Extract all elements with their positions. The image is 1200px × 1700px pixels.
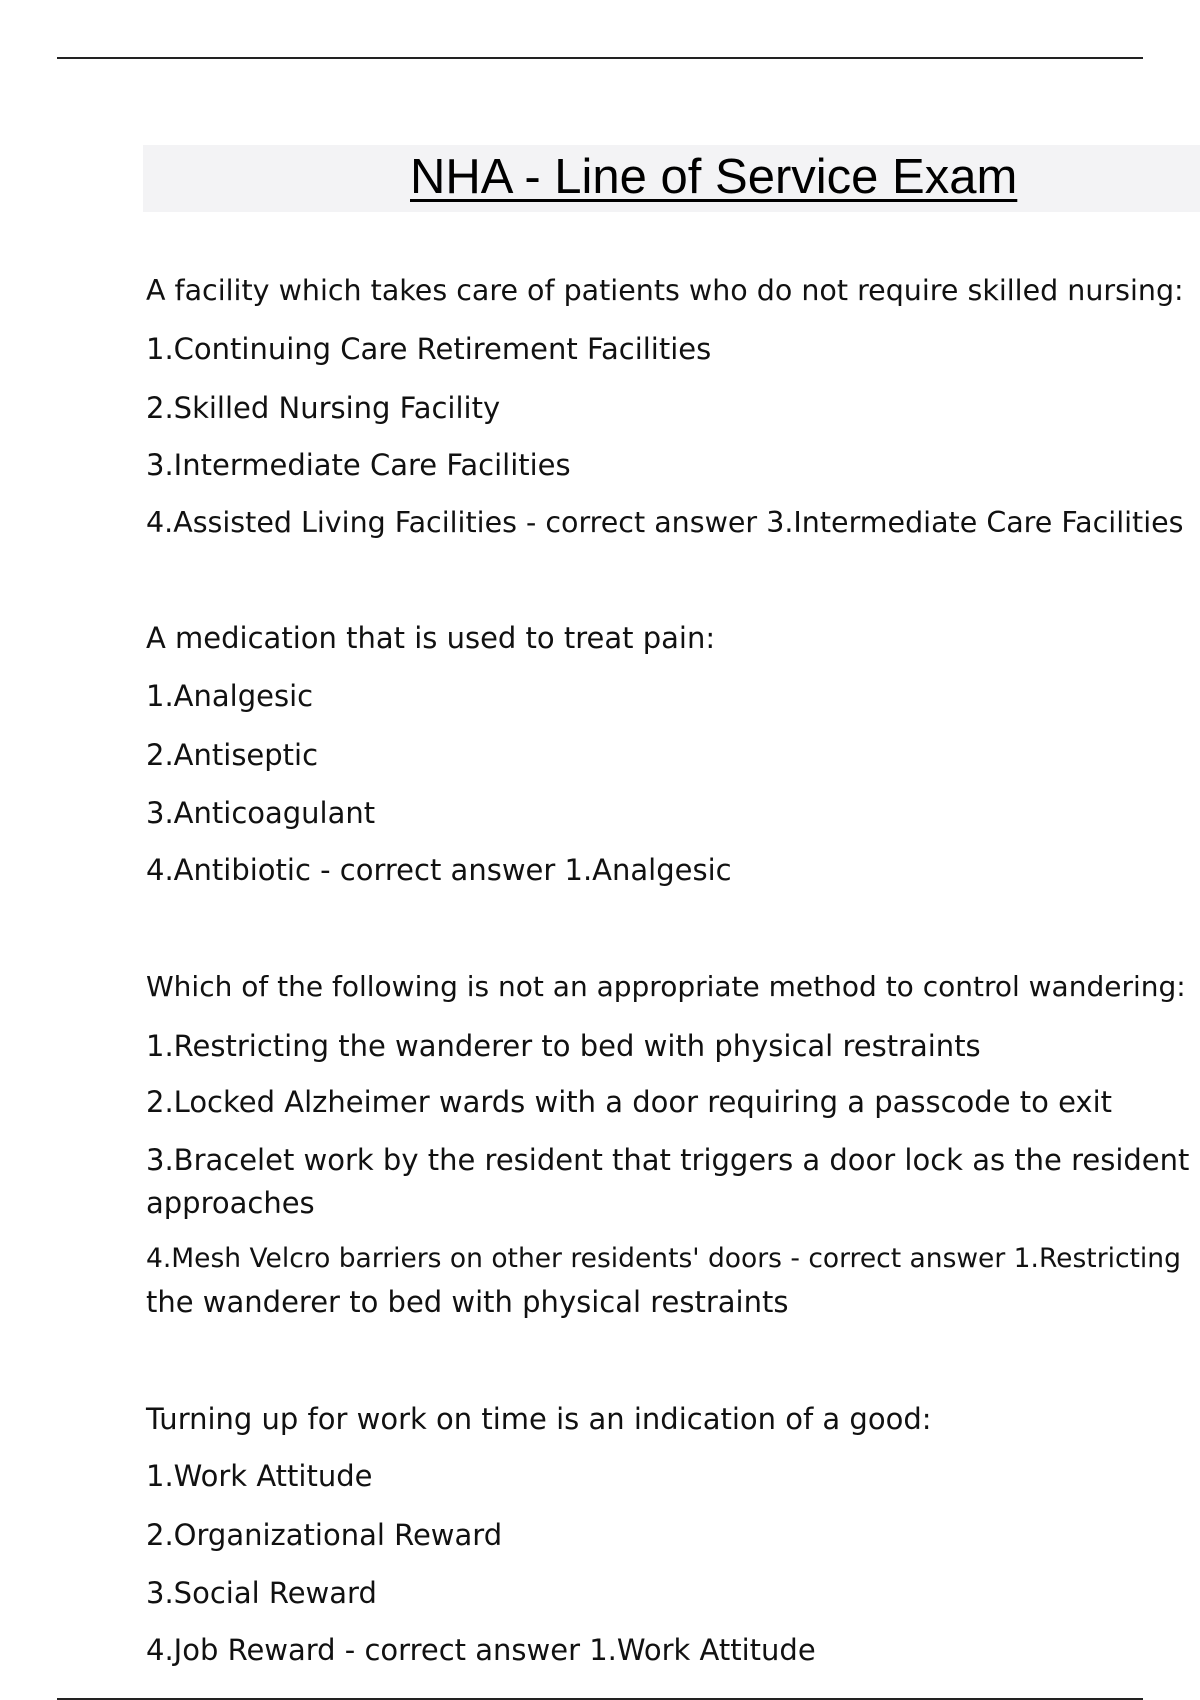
question-2-option-3: 3.Anticoagulant [146, 796, 376, 830]
question-1-option-1: 1.Continuing Care Retirement Facilities [146, 332, 712, 366]
question-4-prompt: Turning up for work on time is an indication of a good: [146, 1402, 932, 1436]
question-1-option-4-answer: 4.Assisted Living Facilities - correct answer 3.Intermediate Care Facilities [146, 506, 1184, 539]
question-3-prompt: Which of the following is not an appropriate method to control wandering: [146, 970, 1186, 1003]
question-1-option-3: 3.Intermediate Care Facilities [146, 448, 571, 482]
question-3-option-2: 2.Locked Alzheimer wards with a door requiring a passcode to exit [146, 1085, 1113, 1119]
question-1-option-2: 2.Skilled Nursing Facility [146, 391, 501, 425]
page-title: NHA - Line of Service Exam [410, 150, 1018, 204]
question-1-prompt: A facility which takes care of patients who do not require skilled nursing: [146, 274, 1184, 307]
question-3-option-1: 1.Restricting the wanderer to bed with physical restraints [146, 1029, 981, 1063]
question-2-option-4-answer: 4.Antibiotic - correct answer 1.Analgesic [146, 853, 732, 887]
question-2-prompt: A medication that is used to treat pain: [146, 621, 716, 655]
question-3-option-3-continued: approaches [146, 1186, 315, 1220]
question-2-option-1: 1.Analgesic [146, 679, 314, 713]
question-4-option-2: 2.Organizational Reward [146, 1518, 503, 1552]
question-4-option-3: 3.Social Reward [146, 1576, 377, 1610]
question-3-option-4-answer: 4.Mesh Velcro barriers on other residents' doors - correct answer 1.Restricting [146, 1243, 1181, 1274]
question-4-option-1: 1.Work Attitude [146, 1459, 373, 1493]
question-4-option-4-answer: 4.Job Reward - correct answer 1.Work Attitude [146, 1633, 816, 1667]
question-2-option-2: 2.Antiseptic [146, 738, 319, 772]
top-rule [57, 57, 1143, 59]
question-3-option-4-continued: the wanderer to bed with physical restraints [146, 1285, 789, 1319]
question-3-option-3: 3.Bracelet work by the resident that triggers a door lock as the resident [146, 1143, 1190, 1177]
